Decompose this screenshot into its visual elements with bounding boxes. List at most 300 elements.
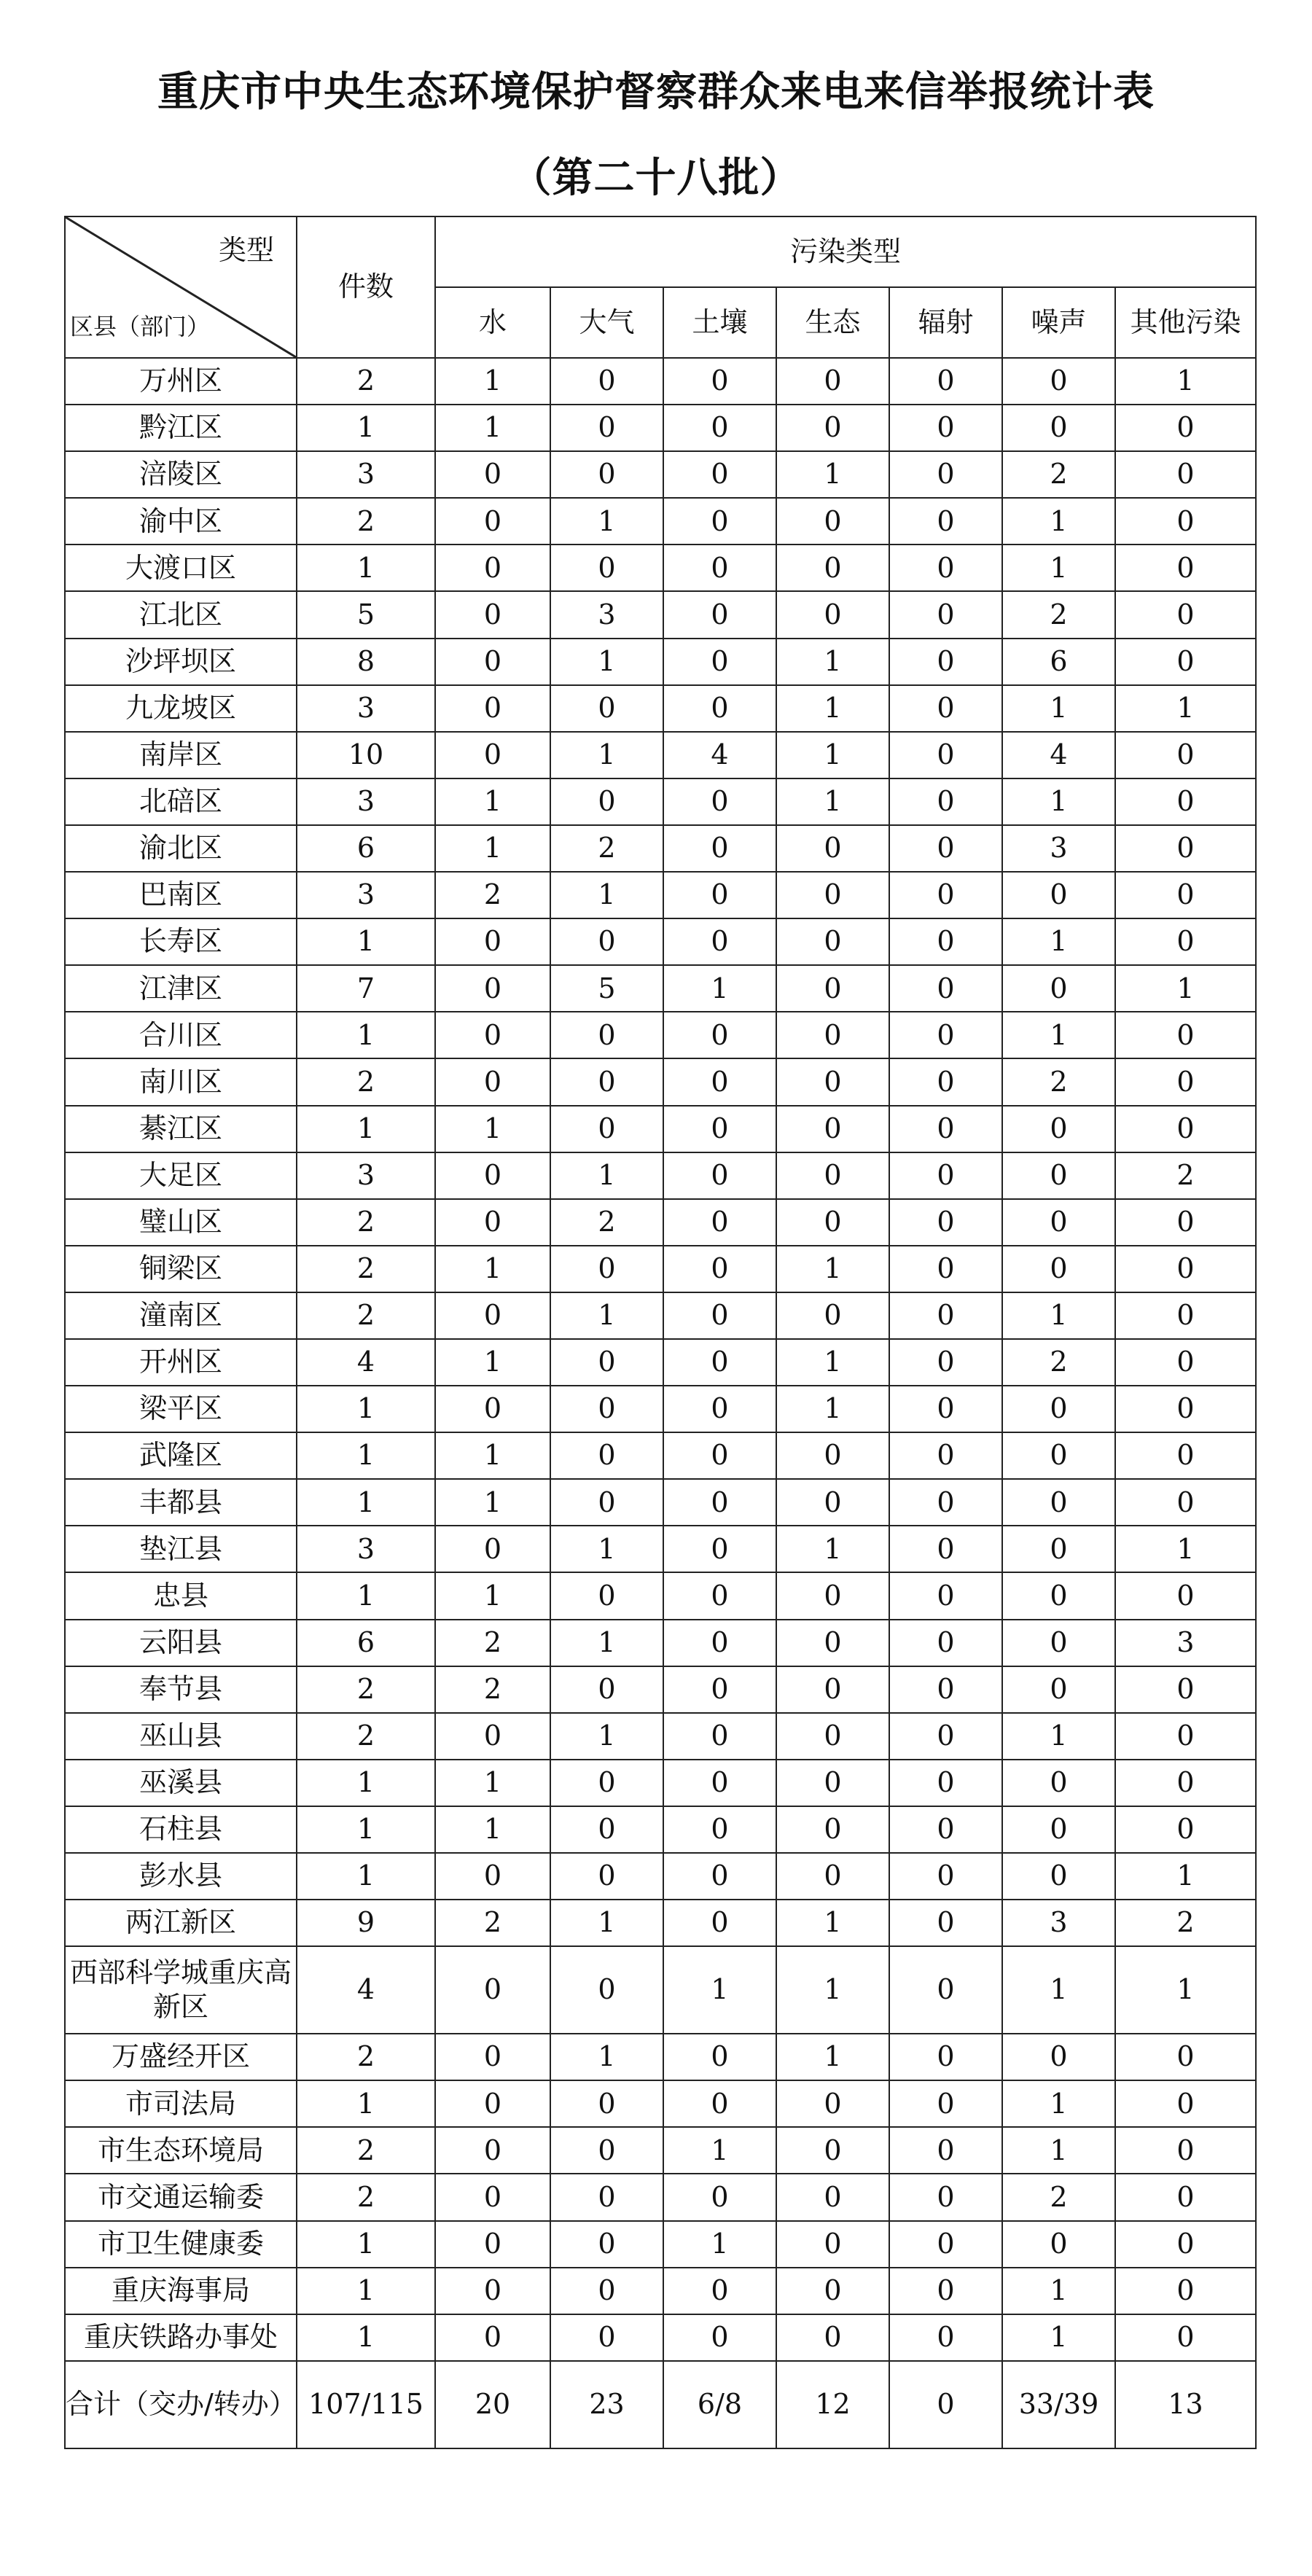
cell-soil: 0 [663, 1339, 776, 1386]
table-row [65, 1199, 1256, 1246]
table-row [65, 1479, 1256, 1526]
cell-other: 0 [1115, 1386, 1256, 1432]
cell-soil: 0 [663, 1012, 776, 1058]
cell-radiation: 0 [889, 732, 1002, 778]
cell-ecology: 0 [776, 1292, 889, 1339]
header-pollution-type: 污染类型 [435, 216, 1256, 287]
cell-ecology: 0 [776, 498, 889, 545]
cell-radiation: 0 [889, 1526, 1002, 1572]
cell-district-name: 市交通运输委 [65, 2174, 297, 2220]
cell-district-name: 黔江区 [65, 405, 297, 451]
cell-noise: 2 [1002, 451, 1115, 498]
table-row [65, 451, 1256, 498]
cell-radiation: 0 [889, 1806, 1002, 1853]
cell-district-name: 武隆区 [65, 1432, 297, 1479]
cell-soil: 0 [663, 872, 776, 918]
cell-air: 0 [550, 358, 663, 405]
cell-radiation: 0 [889, 2314, 1002, 2361]
cell-air: 1 [550, 2034, 663, 2080]
cell-soil: 0 [663, 1900, 776, 1946]
cell-soil: 1 [663, 2221, 776, 2268]
cell-ecology: 0 [776, 872, 889, 918]
cell-radiation: 0 [889, 2034, 1002, 2080]
cell-ecology: 0 [776, 545, 889, 591]
cell-water: 0 [435, 2221, 550, 2268]
cell-water: 2 [435, 1620, 550, 1666]
cell-other: 0 [1115, 2268, 1256, 2314]
cell-other: 0 [1115, 1339, 1256, 1386]
cell-district-name: 市司法局 [65, 2080, 297, 2127]
cell-ecology: 1 [776, 639, 889, 685]
table-row [65, 1666, 1256, 1713]
table-row [65, 639, 1256, 685]
cell-noise: 1 [1002, 2268, 1115, 2314]
cell-air: 1 [550, 1620, 663, 1666]
cell-air: 1 [550, 1152, 663, 1199]
cell-ecology: 0 [776, 1713, 889, 1760]
cell-count: 2 [297, 1246, 435, 1292]
cell-district-name: 南川区 [65, 1058, 297, 1105]
cell-air: 0 [550, 2221, 663, 2268]
table-row [65, 918, 1256, 965]
cell-soil: 0 [663, 1572, 776, 1619]
cell-radiation: 0 [889, 1713, 1002, 1760]
cell-noise: 1 [1002, 2080, 1115, 2127]
cell-radiation: 0 [889, 451, 1002, 498]
cell-water: 0 [435, 1386, 550, 1432]
cell-water: 0 [435, 1012, 550, 1058]
cell-other: 0 [1115, 545, 1256, 591]
table-row [65, 2080, 1256, 2127]
cell-other: 0 [1115, 778, 1256, 825]
cell-count: 3 [297, 685, 435, 732]
cell-air: 3 [550, 591, 663, 638]
cell-count: 2 [297, 1666, 435, 1713]
cell-air: 1 [550, 1900, 663, 1946]
cell-soil: 0 [663, 1106, 776, 1152]
cell-soil: 0 [663, 778, 776, 825]
cell-ecology: 0 [776, 1432, 889, 1479]
cell-district-name: 大渡口区 [65, 545, 297, 591]
cell-noise: 4 [1002, 732, 1115, 778]
cell-other: 0 [1115, 1432, 1256, 1479]
cell-noise: 0 [1002, 872, 1115, 918]
cell-soil: 0 [663, 1806, 776, 1853]
page-subtitle: （第二十八批） [510, 155, 802, 202]
table-row [65, 732, 1256, 778]
cell-soil: 0 [663, 1526, 776, 1572]
cell-district-name: 潼南区 [65, 1292, 297, 1339]
total-water: 20 [435, 2361, 550, 2448]
table-row [65, 1900, 1256, 1946]
cell-other: 0 [1115, 872, 1256, 918]
header-count: 件数 [297, 216, 435, 358]
cell-ecology: 1 [776, 1900, 889, 1946]
cell-air: 0 [550, 1058, 663, 1105]
table-row [65, 405, 1256, 451]
cell-district-name: 忠县 [65, 1572, 297, 1619]
total-district-name: 合计（交办/转办） [65, 2361, 297, 2448]
table-row [65, 1012, 1256, 1058]
cell-ecology: 1 [776, 732, 889, 778]
cell-other: 0 [1115, 2034, 1256, 2080]
cell-count: 3 [297, 1526, 435, 1572]
cell-district-name: 大足区 [65, 1152, 297, 1199]
cell-air: 0 [550, 2127, 663, 2174]
cell-other: 0 [1115, 1479, 1256, 1526]
cell-count: 1 [297, 2314, 435, 2361]
cell-soil: 1 [663, 2127, 776, 2174]
cell-district-name: 垫江县 [65, 1526, 297, 1572]
cell-ecology: 0 [776, 1620, 889, 1666]
cell-district-name: 巫山县 [65, 1713, 297, 1760]
cell-water: 0 [435, 1152, 550, 1199]
cell-count: 6 [297, 1620, 435, 1666]
cell-radiation: 0 [889, 2221, 1002, 2268]
cell-other: 2 [1115, 1900, 1256, 1946]
cell-other: 0 [1115, 1246, 1256, 1292]
cell-soil: 0 [663, 2268, 776, 2314]
cell-air: 1 [550, 1526, 663, 1572]
cell-water: 1 [435, 1432, 550, 1479]
cell-radiation: 0 [889, 1900, 1002, 1946]
cell-noise: 0 [1002, 1432, 1115, 1479]
cell-noise: 0 [1002, 1479, 1115, 1526]
cell-air: 0 [550, 918, 663, 965]
cell-ecology: 0 [776, 825, 889, 872]
cell-radiation: 0 [889, 1246, 1002, 1292]
cell-other: 0 [1115, 1572, 1256, 1619]
cell-district-name: 重庆海事局 [65, 2268, 297, 2314]
cell-count: 6 [297, 825, 435, 872]
cell-water: 0 [435, 1853, 550, 1900]
cell-radiation: 0 [889, 1946, 1002, 2034]
cell-soil: 0 [663, 1386, 776, 1432]
header-type-radiation: 辐射 [889, 287, 1002, 358]
cell-count: 3 [297, 1152, 435, 1199]
cell-radiation: 0 [889, 1106, 1002, 1152]
cell-water: 0 [435, 498, 550, 545]
cell-air: 5 [550, 965, 663, 1012]
cell-other: 0 [1115, 732, 1256, 778]
cell-district-name: 璧山区 [65, 1199, 297, 1246]
table-row [65, 1106, 1256, 1152]
cell-radiation: 0 [889, 685, 1002, 732]
cell-ecology: 1 [776, 1246, 889, 1292]
cell-noise: 0 [1002, 1620, 1115, 1666]
cell-air: 0 [550, 1572, 663, 1619]
cell-ecology: 1 [776, 1386, 889, 1432]
cell-radiation: 0 [889, 639, 1002, 685]
cell-soil: 1 [663, 1946, 776, 2034]
cell-district-name: 江津区 [65, 965, 297, 1012]
cell-ecology: 0 [776, 2127, 889, 2174]
cell-air: 1 [550, 732, 663, 778]
cell-other: 0 [1115, 1012, 1256, 1058]
cell-water: 2 [435, 1900, 550, 1946]
table-row [65, 1946, 1256, 2034]
cell-district-name: 长寿区 [65, 918, 297, 965]
cell-other: 3 [1115, 1620, 1256, 1666]
cell-air: 0 [550, 1106, 663, 1152]
header-corner-cell [65, 216, 297, 358]
cell-count: 1 [297, 1806, 435, 1853]
cell-air: 1 [550, 1713, 663, 1760]
cell-soil: 0 [663, 1620, 776, 1666]
header-type-other: 其他污染 [1115, 287, 1256, 358]
cell-soil: 0 [663, 358, 776, 405]
cell-water: 0 [435, 2080, 550, 2127]
table-row [65, 2314, 1256, 2361]
cell-count: 4 [297, 1946, 435, 2034]
cell-ecology: 0 [776, 1853, 889, 1900]
cell-air: 0 [550, 2174, 663, 2220]
cell-noise: 0 [1002, 1806, 1115, 1853]
cell-noise: 1 [1002, 2127, 1115, 2174]
cell-air: 1 [550, 1292, 663, 1339]
cell-radiation: 0 [889, 591, 1002, 638]
table-row [65, 1432, 1256, 1479]
cell-count: 8 [297, 639, 435, 685]
table-row [65, 1760, 1256, 1806]
cell-district-name: 合川区 [65, 1012, 297, 1058]
cell-district-name: 丰都县 [65, 1479, 297, 1526]
cell-air: 0 [550, 1853, 663, 1900]
cell-ecology: 0 [776, 2268, 889, 2314]
cell-noise: 1 [1002, 1012, 1115, 1058]
cell-air: 2 [550, 1199, 663, 1246]
cell-ecology: 0 [776, 1806, 889, 1853]
cell-ecology: 0 [776, 1058, 889, 1105]
cell-water: 1 [435, 825, 550, 872]
cell-air: 0 [550, 545, 663, 591]
cell-noise: 2 [1002, 2174, 1115, 2220]
cell-soil: 0 [663, 1292, 776, 1339]
cell-radiation: 0 [889, 1199, 1002, 1246]
header-type-ecology: 生态 [776, 287, 889, 358]
cell-district-name: 西部科学城重庆高新区 [65, 1946, 297, 2034]
cell-soil: 0 [663, 498, 776, 545]
cell-noise: 0 [1002, 1760, 1115, 1806]
cell-noise: 0 [1002, 1246, 1115, 1292]
table-row [65, 545, 1256, 591]
table-row [65, 498, 1256, 545]
cell-other: 0 [1115, 498, 1256, 545]
cell-soil: 0 [663, 1058, 776, 1105]
cell-air: 0 [550, 685, 663, 732]
table-row [65, 1526, 1256, 1572]
table-row [65, 965, 1256, 1012]
cell-water: 1 [435, 1806, 550, 1853]
cell-count: 1 [297, 2221, 435, 2268]
cell-noise: 0 [1002, 1526, 1115, 1572]
cell-radiation: 0 [889, 1432, 1002, 1479]
cell-water: 1 [435, 1246, 550, 1292]
cell-water: 1 [435, 1339, 550, 1386]
cell-count: 7 [297, 965, 435, 1012]
cell-radiation: 0 [889, 2080, 1002, 2127]
cell-soil: 0 [663, 1199, 776, 1246]
cell-count: 1 [297, 1106, 435, 1152]
cell-noise: 2 [1002, 1058, 1115, 1105]
cell-radiation: 0 [889, 1572, 1002, 1619]
cell-radiation: 0 [889, 1012, 1002, 1058]
cell-noise: 0 [1002, 2221, 1115, 2268]
cell-district-name: 奉节县 [65, 1666, 297, 1713]
cell-count: 1 [297, 1572, 435, 1619]
cell-air: 0 [550, 1432, 663, 1479]
cell-water: 0 [435, 451, 550, 498]
cell-count: 1 [297, 1012, 435, 1058]
cell-other: 1 [1115, 1526, 1256, 1572]
cell-soil: 0 [663, 451, 776, 498]
cell-other: 0 [1115, 1292, 1256, 1339]
cell-air: 0 [550, 778, 663, 825]
cell-count: 1 [297, 1432, 435, 1479]
cell-radiation: 0 [889, 1339, 1002, 1386]
cell-air: 0 [550, 1760, 663, 1806]
cell-noise: 0 [1002, 1572, 1115, 1619]
cell-count: 3 [297, 778, 435, 825]
cell-soil: 0 [663, 825, 776, 872]
cell-air: 0 [550, 1666, 663, 1713]
cell-noise: 1 [1002, 685, 1115, 732]
cell-count: 10 [297, 732, 435, 778]
cell-noise: 1 [1002, 1292, 1115, 1339]
cell-ecology: 0 [776, 591, 889, 638]
cell-water: 0 [435, 685, 550, 732]
cell-air: 0 [550, 1806, 663, 1853]
cell-radiation: 0 [889, 825, 1002, 872]
cell-district-name: 石柱县 [65, 1806, 297, 1853]
cell-count: 2 [297, 2127, 435, 2174]
cell-district-name: 綦江区 [65, 1106, 297, 1152]
cell-ecology: 0 [776, 1106, 889, 1152]
cell-water: 2 [435, 872, 550, 918]
cell-soil: 0 [663, 639, 776, 685]
cell-noise: 1 [1002, 1713, 1115, 1760]
cell-district-name: 市生态环境局 [65, 2127, 297, 2174]
cell-ecology: 1 [776, 2034, 889, 2080]
cell-other: 2 [1115, 1152, 1256, 1199]
cell-ecology: 0 [776, 965, 889, 1012]
table-row [65, 1292, 1256, 1339]
cell-count: 2 [297, 2034, 435, 2080]
cell-count: 9 [297, 1900, 435, 1946]
cell-noise: 1 [1002, 918, 1115, 965]
total-soil: 6/8 [663, 2361, 776, 2448]
cell-radiation: 0 [889, 1386, 1002, 1432]
cell-count: 2 [297, 1292, 435, 1339]
table-row [65, 825, 1256, 872]
cell-radiation: 0 [889, 1292, 1002, 1339]
cell-noise: 1 [1002, 2314, 1115, 2361]
cell-ecology: 1 [776, 778, 889, 825]
cell-district-name: 九龙坡区 [65, 685, 297, 732]
table-row [65, 1853, 1256, 1900]
cell-radiation: 0 [889, 405, 1002, 451]
table-row [65, 591, 1256, 638]
cell-air: 0 [550, 1012, 663, 1058]
cell-count: 2 [297, 498, 435, 545]
cell-radiation: 0 [889, 1666, 1002, 1713]
cell-soil: 0 [663, 2080, 776, 2127]
cell-radiation: 0 [889, 778, 1002, 825]
cell-district-name: 万州区 [65, 358, 297, 405]
cell-other: 0 [1115, 1199, 1256, 1246]
cell-count: 1 [297, 1853, 435, 1900]
cell-radiation: 0 [889, 918, 1002, 965]
cell-water: 1 [435, 1479, 550, 1526]
cell-district-name: 南岸区 [65, 732, 297, 778]
header-type-soil: 土壤 [663, 287, 776, 358]
cell-radiation: 0 [889, 1152, 1002, 1199]
cell-water: 1 [435, 778, 550, 825]
cell-air: 2 [550, 825, 663, 872]
cell-radiation: 0 [889, 2268, 1002, 2314]
cell-noise: 0 [1002, 358, 1115, 405]
cell-count: 4 [297, 1339, 435, 1386]
table-row [65, 358, 1256, 405]
header-type-water: 水 [435, 287, 550, 358]
cell-ecology: 1 [776, 1946, 889, 2034]
cell-ecology: 0 [776, 2174, 889, 2220]
cell-soil: 0 [663, 1246, 776, 1292]
cell-district-name: 巴南区 [65, 872, 297, 918]
cell-soil: 0 [663, 1666, 776, 1713]
cell-water: 0 [435, 591, 550, 638]
table-row [65, 685, 1256, 732]
cell-water: 0 [435, 965, 550, 1012]
cell-count: 2 [297, 1713, 435, 1760]
cell-noise: 0 [1002, 965, 1115, 1012]
cell-other: 0 [1115, 405, 1256, 451]
cell-noise: 0 [1002, 1386, 1115, 1432]
cell-ecology: 0 [776, 1760, 889, 1806]
total-row [65, 2361, 1256, 2448]
cell-count: 2 [297, 1199, 435, 1246]
cell-water: 0 [435, 732, 550, 778]
cell-other: 0 [1115, 2221, 1256, 2268]
cell-count: 2 [297, 2174, 435, 2220]
cell-other: 0 [1115, 639, 1256, 685]
table-row [65, 1246, 1256, 1292]
cell-ecology: 0 [776, 1012, 889, 1058]
table-row [65, 1058, 1256, 1105]
cell-count: 2 [297, 1058, 435, 1105]
cell-noise: 1 [1002, 498, 1115, 545]
cell-soil: 1 [663, 965, 776, 1012]
total-count: 107/115 [297, 2361, 435, 2448]
cell-water: 1 [435, 1106, 550, 1152]
cell-air: 0 [550, 2080, 663, 2127]
table-row [65, 2174, 1256, 2220]
cell-district-name: 云阳县 [65, 1620, 297, 1666]
cell-radiation: 0 [889, 358, 1002, 405]
cell-ecology: 0 [776, 2221, 889, 2268]
cell-water: 0 [435, 1292, 550, 1339]
cell-radiation: 0 [889, 545, 1002, 591]
cell-noise: 0 [1002, 1666, 1115, 1713]
cell-soil: 0 [663, 545, 776, 591]
cell-count: 1 [297, 1479, 435, 1526]
corner-label-type: 类型 [218, 234, 274, 266]
cell-count: 2 [297, 358, 435, 405]
cell-ecology: 0 [776, 1572, 889, 1619]
cell-ecology: 0 [776, 1479, 889, 1526]
cell-soil: 0 [663, 685, 776, 732]
cell-noise: 0 [1002, 1106, 1115, 1152]
